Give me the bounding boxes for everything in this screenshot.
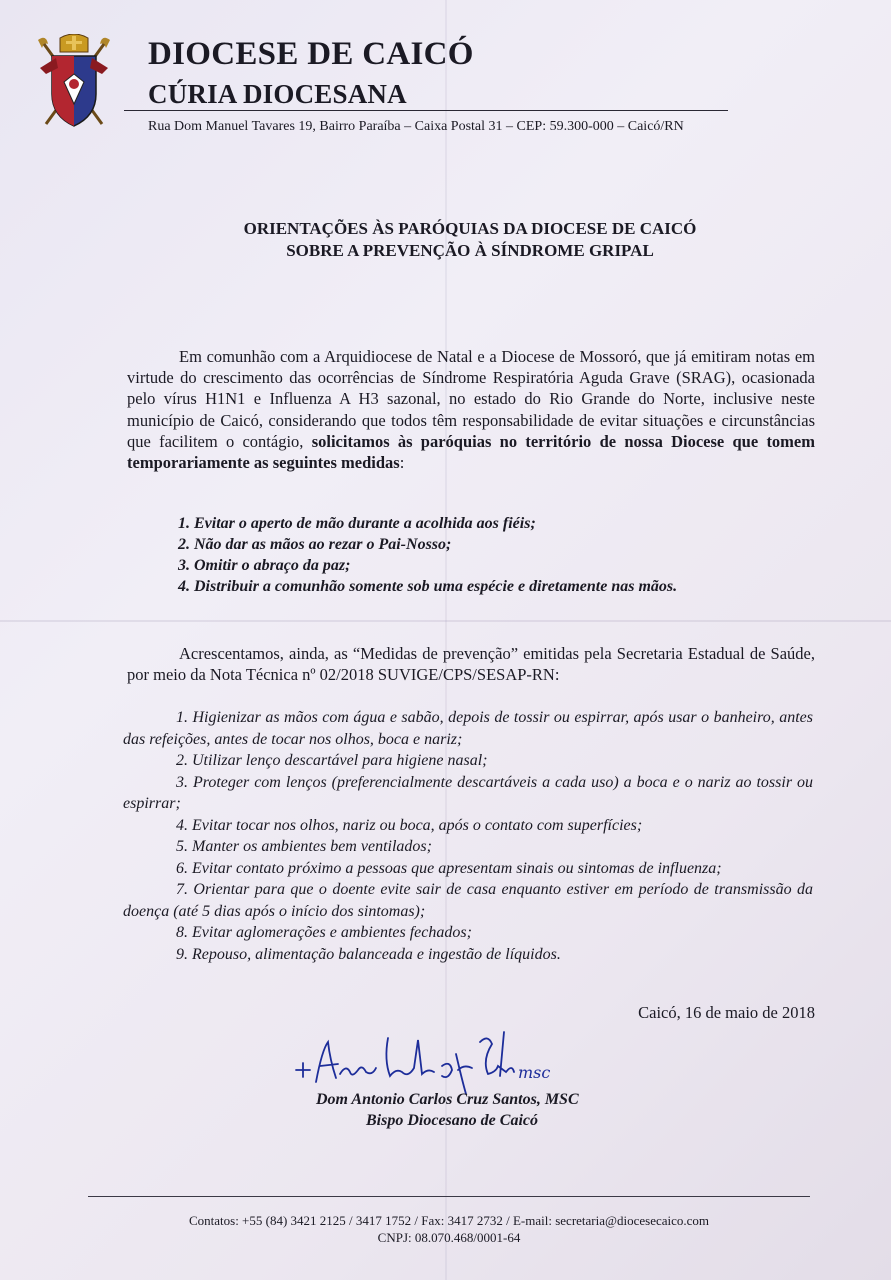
bishop-role: Bispo Diocesano de Caicó [366, 1112, 538, 1129]
intro-end: : [399, 453, 405, 473]
additional-text: Acrescentamos, ainda, as “Medidas de prevenção” emitidas pela Secretaria Estadual de Saúde, por meio da Nota Técnica nº 02/2018 SUVIGE/CPS/SESAP-RN: [127, 644, 815, 685]
list-item: 4. Evitar tocar nos olhos, nariz ou boca, após o contato com superfícies; [176, 816, 643, 834]
additional-paragraph [127, 643, 815, 685]
org-address: Rua Dom Manuel Tavares 19, Bairro Paraíba – Caixa Postal 31 – CEP: 59.300-000 – Caicó/RN [148, 119, 684, 134]
org-name: DIOCESE DE CAICÓ [148, 36, 474, 72]
footer-divider [88, 1196, 810, 1197]
document-date: Caicó, 16 de maio de 2018 [638, 1003, 815, 1022]
list-item: 5. Manter os ambientes bem ventilados; [176, 838, 432, 855]
list-item: 7. Orientar para que o doente evite sair de casa enquanto estiver em período de transmissão da doença (até 5 dias após o início dos sintomas); [123, 881, 813, 920]
list-item: 2. Não dar as mãos ao rezar o Pai-Nosso; [178, 536, 452, 553]
handwritten-signature [292, 1020, 552, 1096]
footer-cnpj: CNPJ: 08.070.468/0001-64 [377, 1230, 521, 1245]
bishop-name: Dom Antonio Carlos Cruz Santos, MSC [316, 1091, 579, 1108]
title-line-1: ORIENTAÇÕES ÀS PARÓQUIAS DA DIOCESE DE CAICÓ [243, 219, 697, 238]
list-item: 6. Evitar contato próximo a pessoas que apresentam sinais ou sintomas de influenza; [176, 859, 722, 877]
list-item: 4. Distribuir a comunhão somente sob uma espécie e diretamente nas mãos. [178, 578, 678, 595]
prevention-measures-list [123, 707, 813, 965]
intro-paragraph [127, 346, 815, 473]
list-item: 1. Evitar o aperto de mão durante a acolhida aos fiéis; [178, 515, 536, 532]
diocese-coat-of-arms [32, 34, 116, 132]
footer [88, 1212, 810, 1246]
intro-text: Em comunhão com a Arquidiocese de Natal e a Diocese de Mossoró, que já emitiram notas em virtude do crescimento das ocorrências de Síndrome Respiratória Aguda Grave (SRAG), ocasionada pelo vírus H1N1 e Influenza A H3 sazonal, no estado do Rio Grande do Norte, inclusive neste município de Caicó, considerando que todos têm responsabilidade de evitar situações e circunstâncias que facilitem o contágio, [127, 347, 815, 451]
list-item: 2. Utilizar lenço descartável para higiene nasal; [176, 752, 488, 769]
signature-suffix: msc [518, 1063, 551, 1082]
document-title [130, 218, 810, 262]
title-line-2: SOBRE A PREVENÇÃO À SÍNDROME GRIPAL [286, 241, 654, 260]
signatory-block [316, 1089, 579, 1131]
list-item: 3. Proteger com lenços (preferencialmente descartáveis a cada uso) a boca e o nariz ao tossir ou espirrar; [123, 773, 813, 812]
org-subtitle: CÚRIA DIOCESANA [148, 79, 407, 109]
list-item: 8. Evitar aglomerações e ambientes fechados; [176, 924, 472, 941]
footer-contacts: Contatos: +55 (84) 3421 2125 / 3417 1752 / Fax: 3417 2732 / E-mail: secretaria@diocesecaico.com [188, 1213, 710, 1228]
intro-bold-request: solicitamos às paróquias no território de nossa Diocese que tomem temporariamente as seguintes medidas [127, 431, 815, 473]
list-item: 1. Higienizar as mãos com água e sabão, depois de tossir ou espirrar, após usar o banheiro, antes das refeições, antes de tocar nos olhos, boca e nariz; [123, 709, 813, 748]
list-item: 9. Repouso, alimentação balanceada e ingestão de líquidos. [176, 945, 561, 963]
parish-measures-list [178, 513, 677, 597]
list-item: 3. Omitir o abraço da paz; [178, 557, 351, 574]
header-divider [124, 110, 728, 111]
